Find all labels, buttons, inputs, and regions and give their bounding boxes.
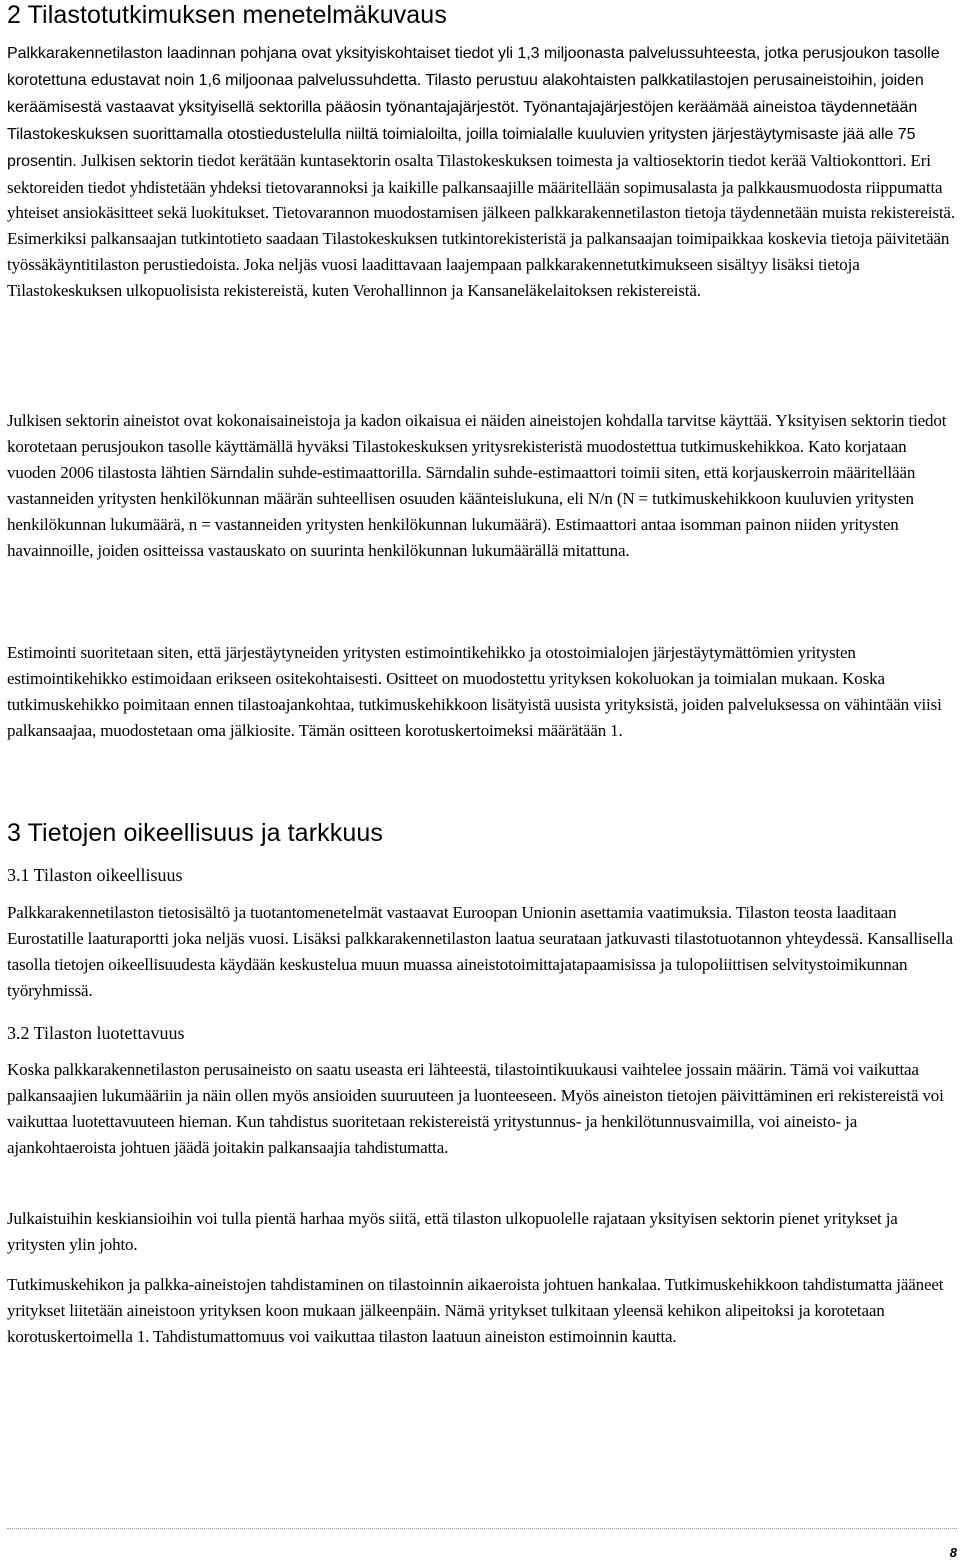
subsection-3-1-paragraph: Palkkarakennetilaston tietosisältö ja tuotantomenetelmät vastaavat Euroopan Unionin asettamia vaatimuksia. Tilaston teosta laaditaan Eurostatille laaturaportti joka neljäs vuosi. Lisäksi palkkarakennetilaston laatua seurataan jatkuvasti tilastotuotannon yhteydessä. Kansallisella tasolla tietojen oikeellisuudesta käydään keskustelua muun muassa aineistotoimittajatapaamisissa ja tulopoliittisen selvitystoimikunnan työryhmissä.	[7, 903, 953, 1000]
section-2-paragraph-1-sans-text: Palkkarakennetilaston laadinnan pohjana ovat yksityiskohtaiset tiedot yli 1,3 miljoonasta palvelussuhteesta, jotka perusjoukon tasolle korotettuna edustavat noin 1,6 miljoonaa palvelussuhdetta. Tilasto perustuu alakohtaisten palkkatilastojen perusaineistoihin, joiden keräämisestä vastaavat yksityisellä sektorilla pääosin työnantajajärjestöt. Työnantajajärjestöjen keräämää aineistoa täydennetään Tilastokeskuksen suorittamalla otostiedustelulla niiltä toimialoilta, joilla toimialalle kuuluvien yritysten järjestäytymisaste jää alle 75 prosentin.	[7, 45, 940, 170]
subsection-3-2-paragraph-3: Tutkimuskehikon ja palkka-aineistojen tahdistaminen on tilastoinnin aikaeroista johtuen hankalaa. Tutkimuskehikkoon tahdistumatta jääneet yritykset liitetään aineistoon yrityksen koon mukaan jälkeenpäin. Nämä yritykset tulkitaan yleensä kehikon alipeitoksi ja korotetaan korotuskertoimella 1. Tahdistumattomuus voi vaikuttaa tilaston laatuun aineiston estimoinnin kautta.	[7, 1275, 944, 1346]
subsection-3-2-heading: 3.2 Tilaston luotettavuus	[7, 1023, 185, 1043]
section-2-paragraph-1	[7, 40, 957, 304]
subsection-3-2-paragraph-1: Koska palkkarakennetilaston perusaineisto on saatu useasta eri lähteestä, tilastointikuukausi vaihtelee jossain määrin. Tämä voi vaikuttaa palkansaajien lukumääriin ja näin ollen myös ansioiden suuruuteen ja luonteeseen. Myös aineiston tietojen päivittäminen eri rekistereistä voi vaikuttaa luotettavuuteen hieman. Kun tahdistus suoritetaan rekistereistä yritystunnus- ja henkilötunnusvaimilla, voi aineisto- ja ajankohtaeroista johtuen jäädä joitakin palkansaajia tahdistumatta.	[7, 1060, 944, 1157]
section-2-heading: 2 Tilastotutkimuksen menetelmäkuvaus	[7, 1, 447, 29]
section-2-paragraph-1-serif-text: Julkisen sektorin tiedot kerätään kuntasektorin osalta Tilastokeskuksen toimesta ja valtiosektorin tiedot kerää Valtiokonttori. Eri sektoreiden tiedot yhdistetään yhdeksi tietovarannoksi ja kaikille palkansaajille määritellään sopimusalasta ja palkkausmuodosta riippumatta yhteiset ansiokäsitteet sekä luokitukset. Tietovarannon muodostamisen jälkeen palkkarakennetilaston tietoja täydennetään muista rekistereistä. Esimerkiksi palkansaajan tutkintotieto saadaan Tilastokeskuksen tutkintorekisteristä ja palkansaajan toimipaikkaa koskevia tietoja päivitetään työssäkäyntitilaston perustiedoista. Joka neljäs vuosi laadittavaan laajempaan palkkarakennetutkimukseen sisältyy lisäksi tietoja Tilastokeskuksen ulkopuolisista rekistereistä, kuten Verohallinnon ja Kansaneläkelaitoksen rekistereistä.	[7, 150, 955, 301]
section-2-paragraph-2: Julkisen sektorin aineistot ovat kokonaisaineistoja ja kadon oikaisua ei näiden aineistojen kohdalla tarvitse käyttää. Yksityisen sektorin tiedot korotetaan perusjoukon tasolle käyttämällä hyväksi Tilastokeskuksen yritysrekisteristä muodostettua tutkimuskehikkoa. Kato korjataan vuoden 2006 tilastosta lähtien Särndalin suhde-estimaattorilla. Särndalin suhde-estimaattori toimii siten, että korjauskerroin määritellään vastanneiden yritysten henkilökunnan määrän suhteellisen osuuden käänteislukuna, eli N/n (N = tutkimuskehikkoon kuuluvien yritysten henkilökunnan lukumäärä, n = vastanneiden yritysten henkilökunnan lukumäärä). Estimaattori antaa isomman painon niiden yritysten havainnoille, joiden ositteissa vastauskato on suurinta henkilökunnan lukumäärällä mitattuna.	[7, 411, 947, 560]
page-number: 8	[949, 1545, 957, 1560]
subsection-3-2-paragraph-2: Julkaistuihin keskiansioihin voi tulla pientä harhaa myös siitä, että tilaston ulkopuolelle rajataan yksityisen sektorin pienet yritykset ja yritysten ylin johto.	[7, 1209, 898, 1254]
subsection-3-1-heading: 3.1 Tilaston oikeellisuus	[7, 865, 183, 885]
footer-divider	[7, 1528, 957, 1529]
section-3-heading: 3 Tietojen oikeellisuus ja tarkkuus	[7, 819, 383, 847]
section-2-paragraph-3: Estimointi suoritetaan siten, että järjestäytyneiden yritysten estimointikehikko ja otostoimialojen järjestäytymättömien yritysten estimointikehikko estimoidaan erikseen ositekohtaisesti. Ositteet on muodostettu yrityksen kokoluokan ja toimialan mukaan. Koska tutkimuskehikko poimitaan ennen tilastoajankohtaa, tutkimuskehikkoon lisätyistä uusista yrityksistä, joiden palveluksessa on vähintään viisi palkansaajaa, muodostetaan oma jälkiosite. Tämän ositteen korotuskertoimeksi määrätään 1.	[7, 643, 942, 740]
